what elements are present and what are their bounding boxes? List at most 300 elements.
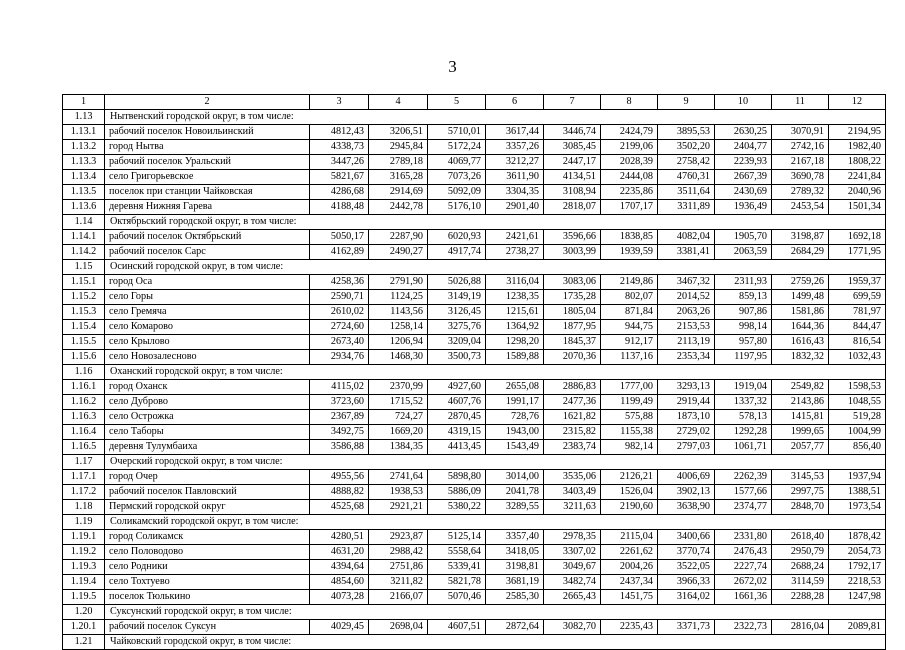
- value-cell: 1616,43: [772, 335, 829, 350]
- group-row: [63, 635, 886, 650]
- value-cell: 2688,24: [772, 560, 829, 575]
- value-cell: 4394,64: [310, 560, 369, 575]
- value-cell: 2063,59: [715, 245, 772, 260]
- value-cell: 4927,60: [428, 380, 486, 395]
- value-cell: 3371,73: [658, 620, 715, 635]
- value-cell: 3211,63: [544, 500, 601, 515]
- value-cell: 5710,01: [428, 125, 486, 140]
- value-cell: 4188,48: [310, 200, 369, 215]
- value-cell: 2004,26: [601, 560, 658, 575]
- value-cell: 1644,36: [772, 320, 829, 335]
- value-cell: 5380,22: [428, 500, 486, 515]
- table-row: [63, 530, 886, 545]
- value-cell: 3638,90: [658, 500, 715, 515]
- value-cell: 1661,36: [715, 590, 772, 605]
- value-cell: 1621,82: [544, 410, 601, 425]
- column-header: 12: [829, 95, 886, 110]
- value-cell: 4607,51: [428, 620, 486, 635]
- settlement-name: поселок Тюлькино: [105, 590, 310, 605]
- value-cell: 3357,40: [486, 530, 544, 545]
- value-cell: 1669,20: [369, 425, 428, 440]
- group-name: Чайковский городской округ, в том числе:: [105, 635, 886, 650]
- value-cell: 2199,06: [601, 140, 658, 155]
- table-row: [63, 425, 886, 440]
- value-cell: 2741,64: [369, 470, 428, 485]
- value-cell: 2383,74: [544, 440, 601, 455]
- value-cell: 578,13: [715, 410, 772, 425]
- row-code: 1.16.1: [63, 380, 105, 395]
- value-cell: 2442,78: [369, 200, 428, 215]
- value-cell: 1692,18: [829, 230, 886, 245]
- value-cell: 3083,06: [544, 275, 601, 290]
- value-cell: 2227,74: [715, 560, 772, 575]
- settlement-name: село Горы: [105, 290, 310, 305]
- value-cell: 2950,79: [772, 545, 829, 560]
- value-cell: 2430,69: [715, 185, 772, 200]
- settlement-name: рабочий поселок Новоильинский: [105, 125, 310, 140]
- value-cell: 2630,25: [715, 125, 772, 140]
- value-cell: 3126,45: [428, 305, 486, 320]
- column-header: 6: [486, 95, 544, 110]
- value-cell: 3211,82: [369, 575, 428, 590]
- value-cell: 7073,26: [428, 170, 486, 185]
- value-cell: 3165,28: [369, 170, 428, 185]
- value-cell: 1206,94: [369, 335, 428, 350]
- settlement-name: село Дуброво: [105, 395, 310, 410]
- value-cell: 1499,48: [772, 290, 829, 305]
- value-cell: 1258,14: [369, 320, 428, 335]
- value-cell: 1832,32: [772, 350, 829, 365]
- value-cell: 6020,93: [428, 230, 486, 245]
- value-cell: 3070,91: [772, 125, 829, 140]
- value-cell: 957,80: [715, 335, 772, 350]
- value-cell: 3082,70: [544, 620, 601, 635]
- value-cell: 3085,45: [544, 140, 601, 155]
- value-cell: 3145,53: [772, 470, 829, 485]
- value-cell: 2288,28: [772, 590, 829, 605]
- value-cell: 3307,02: [544, 545, 601, 560]
- value-cell: 4082,04: [658, 230, 715, 245]
- settlement-name: рабочий поселок Уральский: [105, 155, 310, 170]
- value-cell: 2791,90: [369, 275, 428, 290]
- row-code: 1.19.3: [63, 560, 105, 575]
- row-code: 1.14.1: [63, 230, 105, 245]
- value-cell: 5070,46: [428, 590, 486, 605]
- value-cell: 859,13: [715, 290, 772, 305]
- settlement-name: рабочий поселок Павловский: [105, 485, 310, 500]
- column-header: 10: [715, 95, 772, 110]
- value-cell: 2901,40: [486, 200, 544, 215]
- row-code: 1.13.1: [63, 125, 105, 140]
- row-code: 1.13.3: [63, 155, 105, 170]
- value-cell: 1384,35: [369, 440, 428, 455]
- group-row: [63, 365, 886, 380]
- value-cell: 2115,04: [601, 530, 658, 545]
- table-row: [63, 575, 886, 590]
- value-cell: 724,27: [369, 410, 428, 425]
- value-cell: 2751,86: [369, 560, 428, 575]
- value-cell: 2370,99: [369, 380, 428, 395]
- settlement-name: рабочий поселок Сарс: [105, 245, 310, 260]
- value-cell: 3492,75: [310, 425, 369, 440]
- value-cell: 1004,99: [829, 425, 886, 440]
- settlement-name: город Очер: [105, 470, 310, 485]
- value-cell: 2759,26: [772, 275, 829, 290]
- value-cell: 3403,49: [544, 485, 601, 500]
- table-row: [63, 440, 886, 455]
- settlement-name: село Тохтуево: [105, 575, 310, 590]
- value-cell: 2477,36: [544, 395, 601, 410]
- value-cell: 3611,90: [486, 170, 544, 185]
- value-cell: 2447,17: [544, 155, 601, 170]
- value-cell: 2818,07: [544, 200, 601, 215]
- value-cell: 2585,30: [486, 590, 544, 605]
- value-cell: 4115,02: [310, 380, 369, 395]
- value-cell: 2063,26: [658, 305, 715, 320]
- value-cell: 4280,51: [310, 530, 369, 545]
- value-cell: 1771,95: [829, 245, 886, 260]
- value-cell: 998,14: [715, 320, 772, 335]
- value-cell: 1238,35: [486, 290, 544, 305]
- group-name: Нытвенский городской округ, в том числе:: [105, 110, 886, 125]
- row-code: 1.17.2: [63, 485, 105, 500]
- row-code: 1.16.4: [63, 425, 105, 440]
- value-cell: 3357,26: [486, 140, 544, 155]
- value-cell: 3418,05: [486, 545, 544, 560]
- table-row: [63, 200, 886, 215]
- value-cell: 1991,17: [486, 395, 544, 410]
- value-cell: 4073,28: [310, 590, 369, 605]
- column-header: 2: [105, 95, 310, 110]
- value-cell: 5898,80: [428, 470, 486, 485]
- row-code: 1.13: [63, 110, 105, 125]
- value-cell: 2684,29: [772, 245, 829, 260]
- value-cell: 871,84: [601, 305, 658, 320]
- group-row: [63, 110, 886, 125]
- column-header: 7: [544, 95, 601, 110]
- value-cell: 3895,53: [658, 125, 715, 140]
- value-cell: 1388,51: [829, 485, 886, 500]
- group-row: [63, 515, 886, 530]
- value-cell: 802,07: [601, 290, 658, 305]
- value-cell: 1197,95: [715, 350, 772, 365]
- row-code: 1.13.2: [63, 140, 105, 155]
- value-cell: 4413,45: [428, 440, 486, 455]
- value-cell: 2590,71: [310, 290, 369, 305]
- group-row: [63, 260, 886, 275]
- value-cell: 3275,76: [428, 320, 486, 335]
- value-cell: 1877,95: [544, 320, 601, 335]
- group-name: Суксунский городской округ, в том числе:: [105, 605, 886, 620]
- header-row: [63, 95, 886, 110]
- value-cell: 3289,55: [486, 500, 544, 515]
- value-cell: 1526,04: [601, 485, 658, 500]
- value-cell: 1247,98: [829, 590, 886, 605]
- value-cell: 1938,53: [369, 485, 428, 500]
- value-cell: 2610,02: [310, 305, 369, 320]
- value-cell: 5026,88: [428, 275, 486, 290]
- value-cell: 4854,60: [310, 575, 369, 590]
- table-row: [63, 230, 886, 245]
- value-cell: 4286,68: [310, 185, 369, 200]
- value-cell: 3681,19: [486, 575, 544, 590]
- settlement-name: село Родники: [105, 560, 310, 575]
- value-cell: 944,75: [601, 320, 658, 335]
- group-name: Осинский городской округ, в том числе:: [105, 260, 886, 275]
- value-cell: 2353,34: [658, 350, 715, 365]
- value-cell: 1415,81: [772, 410, 829, 425]
- value-cell: 2549,82: [772, 380, 829, 395]
- value-cell: 2945,84: [369, 140, 428, 155]
- value-cell: 1137,16: [601, 350, 658, 365]
- row-code: 1.15.4: [63, 320, 105, 335]
- value-cell: 2437,34: [601, 575, 658, 590]
- value-cell: 1845,37: [544, 335, 601, 350]
- value-cell: 2988,42: [369, 545, 428, 560]
- row-code: 1.16.2: [63, 395, 105, 410]
- value-cell: 2374,77: [715, 500, 772, 515]
- value-cell: 2153,53: [658, 320, 715, 335]
- value-cell: 4525,68: [310, 500, 369, 515]
- value-cell: 2239,93: [715, 155, 772, 170]
- row-code: 1.17.1: [63, 470, 105, 485]
- value-cell: 1364,92: [486, 320, 544, 335]
- value-cell: 2404,77: [715, 140, 772, 155]
- row-code: 1.16.5: [63, 440, 105, 455]
- row-code: 1.19.5: [63, 590, 105, 605]
- value-cell: 3049,67: [544, 560, 601, 575]
- value-cell: 4258,36: [310, 275, 369, 290]
- value-cell: 3447,26: [310, 155, 369, 170]
- table-row: [63, 560, 886, 575]
- value-cell: 4319,15: [428, 425, 486, 440]
- value-cell: 2367,89: [310, 410, 369, 425]
- value-cell: 3535,06: [544, 470, 601, 485]
- column-header: 1: [63, 95, 105, 110]
- value-cell: 1715,52: [369, 395, 428, 410]
- column-header: 5: [428, 95, 486, 110]
- value-cell: 1501,34: [829, 200, 886, 215]
- group-name: Очерский городской округ, в том числе:: [105, 455, 886, 470]
- value-cell: 3596,66: [544, 230, 601, 245]
- value-cell: 3400,66: [658, 530, 715, 545]
- value-cell: 1124,25: [369, 290, 428, 305]
- value-cell: 2742,16: [772, 140, 829, 155]
- table-row: [63, 245, 886, 260]
- value-cell: 575,88: [601, 410, 658, 425]
- settlement-name: город Оханск: [105, 380, 310, 395]
- settlement-name: рабочий поселок Октябрьский: [105, 230, 310, 245]
- row-code: 1.13.5: [63, 185, 105, 200]
- column-header: 4: [369, 95, 428, 110]
- value-cell: 1451,75: [601, 590, 658, 605]
- value-cell: 3482,74: [544, 575, 601, 590]
- value-cell: 2041,78: [486, 485, 544, 500]
- value-cell: 2758,42: [658, 155, 715, 170]
- value-cell: 2816,04: [772, 620, 829, 635]
- column-header: 3: [310, 95, 369, 110]
- settlement-name: город Оса: [105, 275, 310, 290]
- value-cell: 3149,19: [428, 290, 486, 305]
- value-cell: 3311,89: [658, 200, 715, 215]
- value-cell: 2997,75: [772, 485, 829, 500]
- settlement-name: деревня Нижняя Гарева: [105, 200, 310, 215]
- value-cell: 3198,81: [486, 560, 544, 575]
- value-cell: 3212,27: [486, 155, 544, 170]
- row-code: 1.19.1: [63, 530, 105, 545]
- value-cell: 2331,80: [715, 530, 772, 545]
- row-code: 1.15.6: [63, 350, 105, 365]
- settlement-name: село Гремяча: [105, 305, 310, 320]
- value-cell: 4631,20: [310, 545, 369, 560]
- settlement-name: рабочий поселок Суксун: [105, 620, 310, 635]
- value-cell: 2789,18: [369, 155, 428, 170]
- value-cell: 5176,10: [428, 200, 486, 215]
- value-cell: 2261,62: [601, 545, 658, 560]
- value-cell: 1937,94: [829, 470, 886, 485]
- column-header: 9: [658, 95, 715, 110]
- value-cell: 2218,53: [829, 575, 886, 590]
- value-cell: 2729,02: [658, 425, 715, 440]
- value-cell: 2618,40: [772, 530, 829, 545]
- value-cell: 1337,32: [715, 395, 772, 410]
- row-code: 1.16: [63, 365, 105, 380]
- value-cell: 3770,74: [658, 545, 715, 560]
- group-name: Оханский городской округ, в том числе:: [105, 365, 886, 380]
- value-cell: 3014,00: [486, 470, 544, 485]
- value-cell: 5125,14: [428, 530, 486, 545]
- value-cell: 2476,43: [715, 545, 772, 560]
- settlement-name: деревня Тулумбаиха: [105, 440, 310, 455]
- value-cell: 2421,61: [486, 230, 544, 245]
- row-code: 1.20.1: [63, 620, 105, 635]
- group-row: [63, 215, 886, 230]
- row-code: 1.15.2: [63, 290, 105, 305]
- value-cell: 3467,32: [658, 275, 715, 290]
- value-cell: 2057,77: [772, 440, 829, 455]
- value-cell: 2738,27: [486, 245, 544, 260]
- value-cell: 856,40: [829, 440, 886, 455]
- value-cell: 5558,64: [428, 545, 486, 560]
- value-cell: 1292,28: [715, 425, 772, 440]
- group-name: Октябрьский городской округ, в том числе:: [105, 215, 886, 230]
- value-cell: 2235,86: [601, 185, 658, 200]
- row-code: 1.21: [63, 635, 105, 650]
- table-row: [63, 470, 886, 485]
- value-cell: 1873,10: [658, 410, 715, 425]
- value-cell: 4029,45: [310, 620, 369, 635]
- settlement-name: Пермский городской округ: [105, 500, 310, 515]
- value-cell: 3511,64: [658, 185, 715, 200]
- settlement-name: село Комарово: [105, 320, 310, 335]
- table-row: [63, 170, 886, 185]
- value-cell: 2453,54: [772, 200, 829, 215]
- value-cell: 2143,86: [772, 395, 829, 410]
- value-cell: 2311,93: [715, 275, 772, 290]
- value-cell: 1792,17: [829, 560, 886, 575]
- value-cell: 2914,69: [369, 185, 428, 200]
- value-cell: 1982,40: [829, 140, 886, 155]
- row-code: 1.13.4: [63, 170, 105, 185]
- value-cell: 2672,02: [715, 575, 772, 590]
- value-cell: 1589,88: [486, 350, 544, 365]
- value-cell: 2667,39: [715, 170, 772, 185]
- value-cell: 5092,09: [428, 185, 486, 200]
- value-cell: 1048,55: [829, 395, 886, 410]
- value-cell: 1805,04: [544, 305, 601, 320]
- value-cell: 3446,74: [544, 125, 601, 140]
- value-cell: 1943,00: [486, 425, 544, 440]
- value-cell: 816,54: [829, 335, 886, 350]
- value-cell: 1199,49: [601, 395, 658, 410]
- value-cell: 2848,70: [772, 500, 829, 515]
- value-cell: 3690,78: [772, 170, 829, 185]
- table-row: [63, 590, 886, 605]
- table-row: [63, 290, 886, 305]
- settlement-name: село Половодово: [105, 545, 310, 560]
- group-name: Соликамский городской округ, в том числе:: [105, 515, 886, 530]
- table-row: [63, 395, 886, 410]
- table-row: [63, 545, 886, 560]
- value-cell: 1707,17: [601, 200, 658, 215]
- value-cell: 4607,76: [428, 395, 486, 410]
- value-cell: 4955,56: [310, 470, 369, 485]
- value-cell: 2235,43: [601, 620, 658, 635]
- value-cell: 2934,76: [310, 350, 369, 365]
- value-cell: 2241,84: [829, 170, 886, 185]
- value-cell: 2978,35: [544, 530, 601, 545]
- value-cell: 3586,88: [310, 440, 369, 455]
- value-cell: 1936,49: [715, 200, 772, 215]
- value-cell: 2872,64: [486, 620, 544, 635]
- settlement-name: село Новозалесново: [105, 350, 310, 365]
- table-row: [63, 155, 886, 170]
- row-code: 1.15.1: [63, 275, 105, 290]
- value-cell: 3500,73: [428, 350, 486, 365]
- settlement-name: город Нытва: [105, 140, 310, 155]
- value-cell: 1155,38: [601, 425, 658, 440]
- value-cell: 2673,40: [310, 335, 369, 350]
- value-cell: 2724,60: [310, 320, 369, 335]
- value-cell: 2262,39: [715, 470, 772, 485]
- row-code: 1.15.3: [63, 305, 105, 320]
- group-row: [63, 455, 886, 470]
- value-cell: 2089,81: [829, 620, 886, 635]
- row-code: 1.19: [63, 515, 105, 530]
- settlement-name: село Крылово: [105, 335, 310, 350]
- value-cell: 3617,44: [486, 125, 544, 140]
- value-cell: 728,76: [486, 410, 544, 425]
- value-cell: 4760,31: [658, 170, 715, 185]
- value-cell: 3966,33: [658, 575, 715, 590]
- table-row: [63, 620, 886, 635]
- settlement-name: поселок при станции Чайковская: [105, 185, 310, 200]
- value-cell: 3003,99: [544, 245, 601, 260]
- row-code: 1.19.2: [63, 545, 105, 560]
- value-cell: 2166,07: [369, 590, 428, 605]
- value-cell: 1959,37: [829, 275, 886, 290]
- value-cell: 2923,87: [369, 530, 428, 545]
- table-row: [63, 500, 886, 515]
- value-cell: 2070,36: [544, 350, 601, 365]
- value-cell: 2014,52: [658, 290, 715, 305]
- value-cell: 4917,74: [428, 245, 486, 260]
- value-cell: 2698,04: [369, 620, 428, 635]
- value-cell: 781,97: [829, 305, 886, 320]
- value-cell: 3723,60: [310, 395, 369, 410]
- value-cell: 2919,44: [658, 395, 715, 410]
- settlement-name: село Григорьевское: [105, 170, 310, 185]
